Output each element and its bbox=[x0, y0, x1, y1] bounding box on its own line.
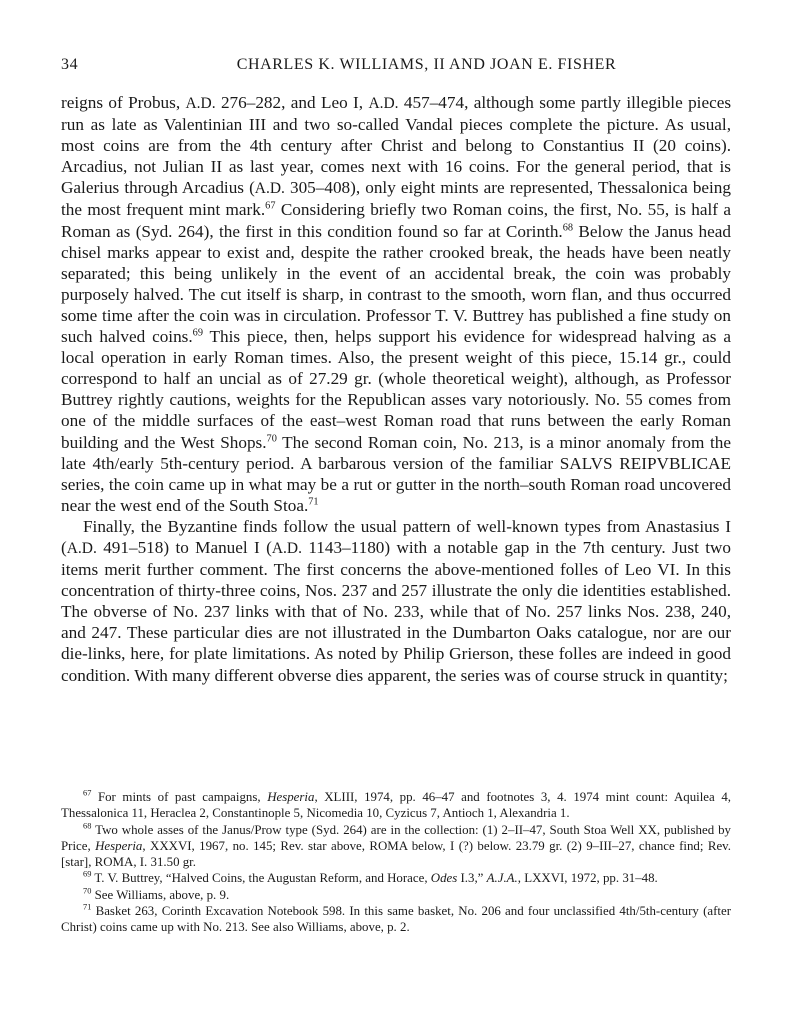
footnote-ref-70[interactable]: 70 bbox=[266, 432, 277, 444]
footnote-ref-67[interactable]: 67 bbox=[265, 200, 276, 212]
footnote-69: $^{69}$ T. V. Buttrey, “Halved Coins, the Augustan Reform, and Horace, Odes I.3,” A.J.A., LXXVI, 1972, pp. 31–48. bbox=[83, 870, 658, 886]
page-header bbox=[61, 56, 752, 80]
running-head: CHARLES K. WILLIAMS, II AND JOAN E. FISHER bbox=[236, 56, 617, 73]
footnote-ref-68[interactable]: 68 bbox=[562, 221, 574, 233]
footnote-71: $^{71}$ Basket 263, Corinth Excavation Notebook 598. In this same basket, No. 206 and four unclassified 4th/5th-century (after Christ) coins came up with No. 213. See also Williams, above, p. 2. bbox=[61, 902, 731, 935]
footnote-67: $^{67}$ For mints of past campaigns, Hesperia, XLIII, 1974, pp. 46–47 and footnotes 3, 4. 1974 mint count: Aquilea 4, Thessalonica 11, Heraclea 2, Constantinople 5, Nicomedia 10, Cyzicus 7, Antioch 1, Alexandria 1. bbox=[61, 788, 731, 821]
footnote-ref-71[interactable]: 71 bbox=[308, 496, 319, 508]
footnotes bbox=[61, 789, 731, 936]
footnote-68: $^{68}$ Two whole asses of the Janus/Prow type (Syd. 264) are in the collection: (1) 2–II–47, South Stoa Well XX, published by Price, Hesperia, XXXVI, 1967, no. 145; Rev. star above, ROMA below, I (?) below. 23.79 gr. (2) 9–III–27, chance find; Rev. [star], ROMA, I. 31.50 gr. bbox=[61, 821, 732, 870]
page-number: 34 bbox=[61, 56, 79, 73]
footnote-ref-69[interactable]: 69 bbox=[192, 327, 203, 339]
paragraph-1: reigns of Probus, A.D. 276–282, and Leo I, A.D. 457–474, although some partly illegible pieces run as late as Valentinian III and two so-called Vandal pieces complete the picture. As usual, most coins are from the 4th century after Christ and belong to Constantius II (20 coins). Arcadius, not Julian II as last year, comes next with 16 coins. For the general period, that is Galerius through Arcadius (A.D. 305–408), only eight mints are represented, Thessalonica being the most frequent mint mark.$^{67}$ Considering briefly two Roman coins, the first, No. 55, is half a Roman as (Syd. 264), the first in this condition found so far at Corinth.$^{68}$ Below the Janus head chisel marks appear to exist and, despite the rather crooked break, the heads have been neatly separated; this being unlikely in the event of an accidental break, the coin was probably purposely halved. The cut itself is sharp, in contrast to the smooth, worn flan, and thus occurred some time after the coin was in circulation. Professor T. V. Buttrey has published a fine study on such halved coins.$^{69}$ This piece, then, helps support his evidence for widespread halving as a local operation in early Roman times. Also, the present weight of this piece, 15.14 gr., could correspond to half an uncial as of 27.29 gr. (whole theoretical weight), although, as Professor Buttrey rightly cautions, weights for the Republican asses vary notoriously. No. 55 comes from one of the middle surfaces of the east–west Roman road that runs between the early Roman building and the West Shops.$^{70}$ The second Roman coin, No. 213, is a minor anomaly from the late 4th/early 5th-century period. A barbarous version of the familiar SALVS REIPVBLICAE series, the coin came up in what may be a rut or gutter in the north–south Roman road uncovered near the west end of the South Stoa.$^{71}$ bbox=[61, 93, 732, 515]
body-text bbox=[61, 92, 731, 686]
paragraph-2: Finally, the Byzantine finds follow the usual pattern of well-known types from Anastasius I (A.D. 491–518) to Manuel I (A.D. 1143–1180) with a notable gap in the 7th century. Just two items merit further comment. The first concerns the above-mentioned folles of Leo VI. In this concentration of thirty-three coins, Nos. 237 and 257 illustrate the only die identities established. The obverse of No. 237 links with that of No. 233, while that of No. 257 links Nos. 238, 240, and 247. These particular dies are not illustrated in the Dumbarton Oaks catalogue, nor are our die-links, here, for plate limitations. As noted by Philip Grierson, these folles are indeed in good condition. With many different obverse dies apparent, the series was of course struck in quantity; bbox=[61, 516, 731, 685]
footnote-70: $^{70}$ See Williams, above, p. 9. bbox=[83, 886, 230, 902]
